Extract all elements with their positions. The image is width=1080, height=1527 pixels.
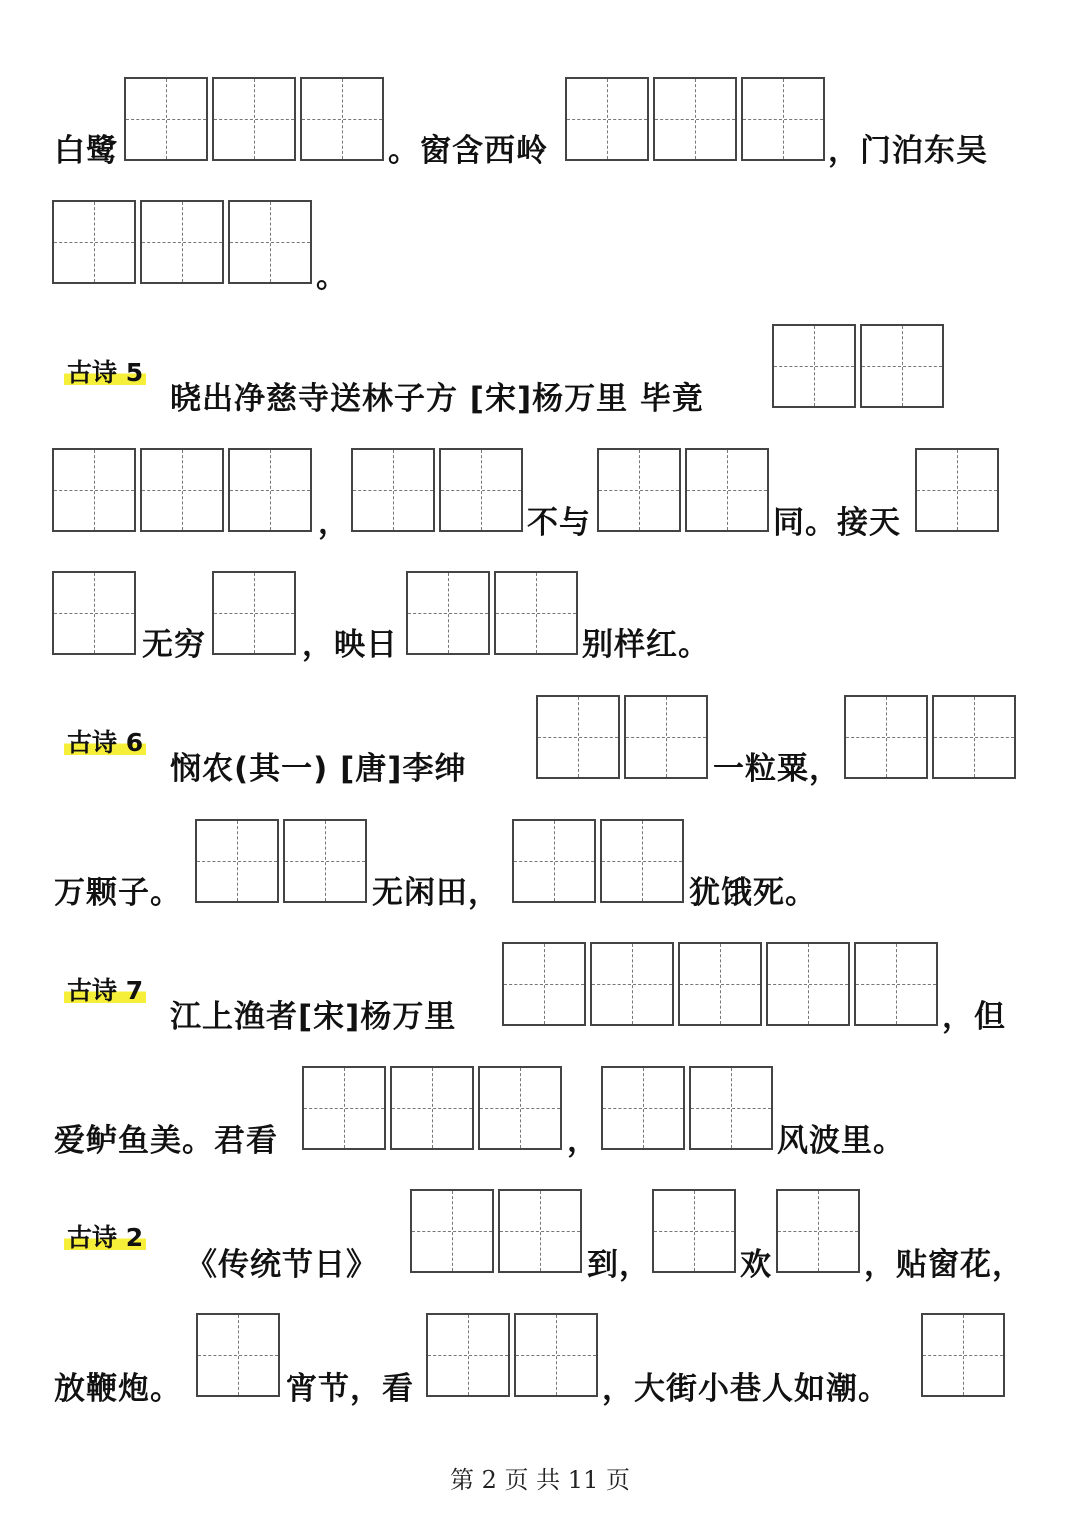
- char-box[interactable]: [351, 448, 435, 532]
- char-box[interactable]: [302, 1066, 386, 1150]
- text-r4-b: 不与: [527, 505, 591, 541]
- poem-tag: 古诗 2: [64, 1225, 146, 1252]
- answer-boxes[interactable]: [406, 571, 578, 655]
- char-box[interactable]: [124, 77, 208, 161]
- text-r7-b: 无闲田，: [372, 875, 500, 911]
- text-r4-c: 同。接天: [773, 505, 901, 541]
- char-box[interactable]: [772, 324, 856, 408]
- poem-title: 江上渔者[宋]杨万里: [170, 999, 457, 1035]
- char-box[interactable]: [283, 819, 367, 903]
- char-box[interactable]: [52, 200, 136, 284]
- char-box[interactable]: [498, 1189, 582, 1273]
- text-r5-b: ，映日: [302, 627, 398, 663]
- char-box[interactable]: [601, 1066, 685, 1150]
- answer-boxes[interactable]: [844, 695, 1016, 779]
- char-box[interactable]: [212, 77, 296, 161]
- answer-boxes[interactable]: [351, 448, 523, 532]
- char-box[interactable]: [624, 695, 708, 779]
- text-p2-b: 欢: [740, 1247, 772, 1283]
- answer-boxes[interactable]: [565, 77, 825, 161]
- char-box[interactable]: [478, 1066, 562, 1150]
- char-box[interactable]: [494, 571, 578, 655]
- char-box[interactable]: [915, 448, 999, 532]
- answer-boxes[interactable]: [652, 1189, 736, 1273]
- text-r11-c: ，大街小巷人如潮。: [602, 1371, 890, 1407]
- char-box[interactable]: [514, 1313, 598, 1397]
- text-r1-c: ，门泊东吴: [828, 133, 988, 169]
- text-r9-b: ，: [567, 1123, 599, 1159]
- answer-boxes[interactable]: [195, 819, 367, 903]
- char-box[interactable]: [741, 77, 825, 161]
- text-r9-c: 风波里。: [777, 1123, 905, 1159]
- text-r7-a: 万颗子。: [54, 875, 182, 911]
- answer-boxes[interactable]: [502, 942, 938, 1026]
- char-box[interactable]: [195, 819, 279, 903]
- page-footer: 第 2 页 共 11 页: [450, 1466, 630, 1494]
- poem-tag: 古诗 5: [64, 360, 146, 387]
- char-box[interactable]: [300, 77, 384, 161]
- text-p2-a: 到，: [587, 1247, 651, 1283]
- answer-boxes[interactable]: [52, 448, 312, 532]
- text-r1-a: 白鹭: [54, 133, 118, 169]
- poem-title: 悯农(其一) [唐]李绅: [170, 751, 467, 787]
- answer-boxes[interactable]: [52, 200, 312, 284]
- answer-boxes[interactable]: [776, 1189, 860, 1273]
- char-box[interactable]: [196, 1313, 280, 1397]
- answer-boxes[interactable]: [52, 571, 136, 655]
- char-box[interactable]: [689, 1066, 773, 1150]
- answer-boxes[interactable]: [124, 77, 384, 161]
- char-box[interactable]: [406, 571, 490, 655]
- text-r4-a: ，: [318, 505, 350, 541]
- answer-boxes[interactable]: [512, 819, 684, 903]
- char-box[interactable]: [590, 942, 674, 1026]
- answer-boxes[interactable]: [772, 324, 944, 408]
- char-box[interactable]: [597, 448, 681, 532]
- answer-boxes[interactable]: [302, 1066, 562, 1150]
- text-r5-c: 别样红。: [582, 627, 710, 663]
- text-p2-c: ，贴窗花，: [864, 1247, 1024, 1283]
- answer-boxes[interactable]: [921, 1313, 1005, 1397]
- char-box[interactable]: [860, 324, 944, 408]
- char-box[interactable]: [565, 77, 649, 161]
- char-box[interactable]: [652, 1189, 736, 1273]
- poem-title: 晓出净慈寺送林子方 [宋]杨万里 毕竟: [170, 381, 704, 417]
- char-box[interactable]: [653, 77, 737, 161]
- text-r11-a: 放鞭炮。: [54, 1371, 182, 1407]
- char-box[interactable]: [600, 819, 684, 903]
- char-box[interactable]: [212, 571, 296, 655]
- char-box[interactable]: [502, 942, 586, 1026]
- char-box[interactable]: [766, 942, 850, 1026]
- char-box[interactable]: [410, 1189, 494, 1273]
- answer-boxes[interactable]: [915, 448, 999, 532]
- char-box[interactable]: [52, 448, 136, 532]
- text-r9-a: 爱鲈鱼美。君看: [54, 1123, 278, 1159]
- answer-boxes[interactable]: [601, 1066, 773, 1150]
- text-r11-b: 宵节，看: [286, 1371, 414, 1407]
- text-p7-a: ，但: [942, 999, 1006, 1035]
- char-box[interactable]: [512, 819, 596, 903]
- answer-boxes[interactable]: [410, 1189, 582, 1273]
- char-box[interactable]: [140, 200, 224, 284]
- text-r1-b: 。窗含西岭: [388, 133, 548, 169]
- text-r2-a: 。: [316, 259, 348, 295]
- char-box[interactable]: [228, 200, 312, 284]
- poem-tag: 古诗 7: [64, 978, 146, 1005]
- char-box[interactable]: [439, 448, 523, 532]
- answer-boxes[interactable]: [196, 1313, 280, 1397]
- char-box[interactable]: [685, 448, 769, 532]
- poem-title: 《传统节日》: [186, 1247, 378, 1283]
- char-box[interactable]: [140, 448, 224, 532]
- text-p6-a: 一粒粟，: [713, 751, 841, 787]
- text-r5-a: 无穷: [142, 627, 206, 663]
- char-box[interactable]: [921, 1313, 1005, 1397]
- answer-boxes[interactable]: [597, 448, 769, 532]
- answer-boxes[interactable]: [536, 695, 708, 779]
- text-r7-c: 犹饿死。: [689, 875, 817, 911]
- char-box[interactable]: [932, 695, 1016, 779]
- poem-tag: 古诗 6: [64, 730, 146, 757]
- char-box[interactable]: [678, 942, 762, 1026]
- char-box[interactable]: [426, 1313, 510, 1397]
- char-box[interactable]: [844, 695, 928, 779]
- char-box[interactable]: [776, 1189, 860, 1273]
- char-box[interactable]: [536, 695, 620, 779]
- char-box[interactable]: [854, 942, 938, 1026]
- char-box[interactable]: [52, 571, 136, 655]
- answer-boxes[interactable]: [212, 571, 296, 655]
- char-box[interactable]: [228, 448, 312, 532]
- answer-boxes[interactable]: [426, 1313, 598, 1397]
- char-box[interactable]: [390, 1066, 474, 1150]
